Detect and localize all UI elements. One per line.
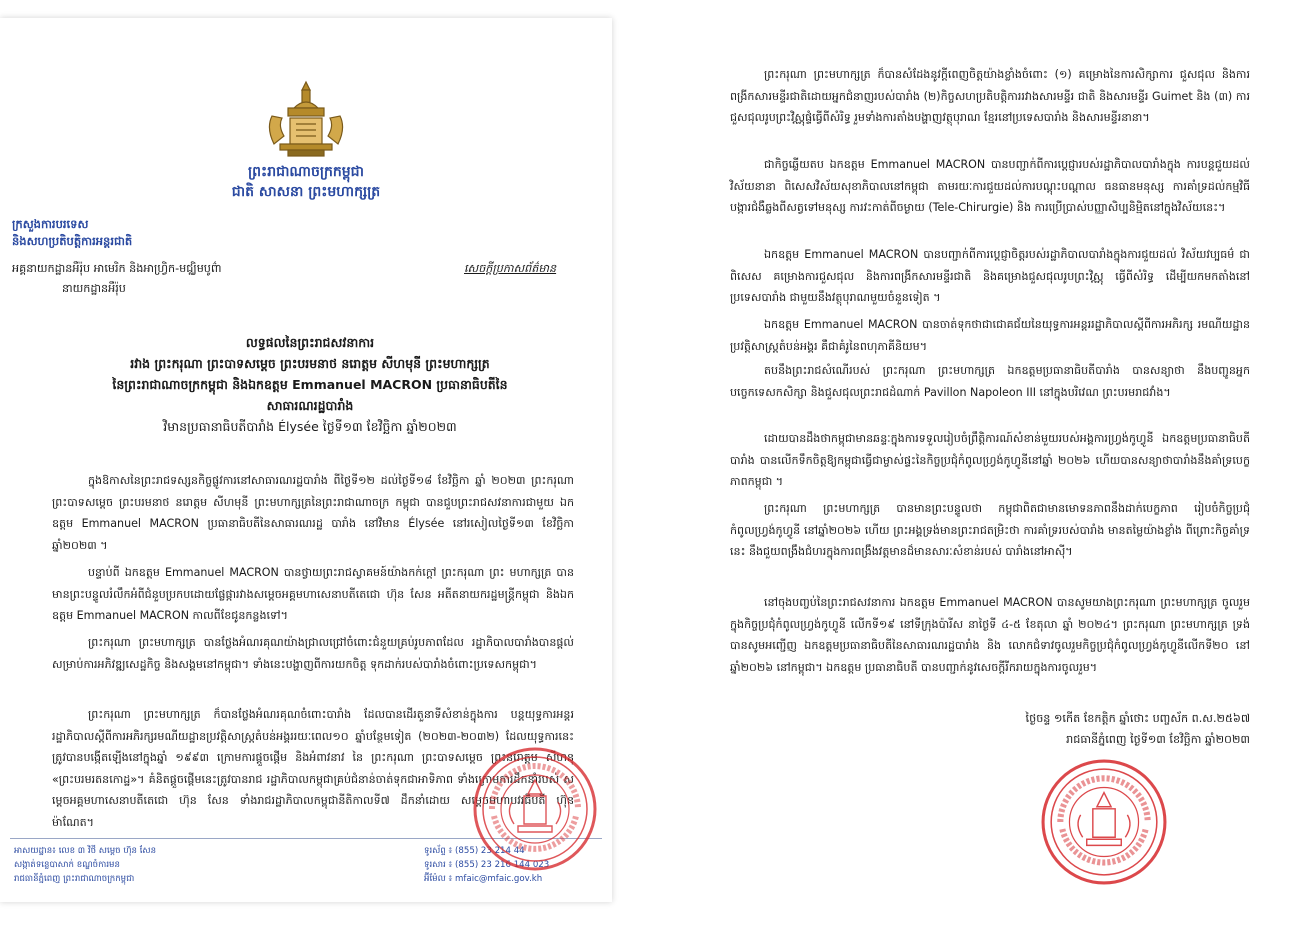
paragraph: នៅចុងបញ្ចប់នៃព្រះរាជសវនាការ ឯកឧត្តម Emmanuel MACRON បានសូមយាងព្រះករុណា ព្រះមហាក្សត្រ ចូលរួមក្នុងកិច្ចប្រជុំកំពូលហ្វ្រង់កូហ្វូនី លើកទី១៩ នៅទីក្រុងប៉ារីស នាថ្ងៃទី ៤-៥ ខែតុលា ឆ្នាំ ២០២៤។ ព្រះករុណា ព្រះមហាក្សត្រ ទ្រង់បានសូមអញ្ជើញ ឯកឧត្តមប្រធានាធិបតីនៃសាធារណរដ្ឋបារាំង និង លោកជំទាវចូលរួមកិច្ចប្រជុំកំពូលហ្វ្រង់កូហ្វូនីលើកទី២០ នៅឆ្នាំ២០២៦ នៅកម្ពុជា។ ឯកឧត្តម ប្រធានាធិបតី បានបញ្ជាក់នូវសេចក្តីរីករាយក្នុងការចូលរួម។	[730, 596, 1250, 674]
department-line2: នាយកដ្ឋានអឺរ៉ុប	[62, 282, 126, 295]
paragraph: ព្រះករុណា ព្រះមហាក្សត្រ ក៏បានសំដែងនូវក្តីពេញចិត្តយ៉ាងខ្លាំងចំពោះ (១) គម្រោងនៃការសិក្សាការ ជួសជុល និងការពង្រីកសារមន្ទីរជាតិដោយអ្នកជំនាញរបស់បារាំង (២)កិច្ចសហប្រតិបត្តិការរវាងសារមន្ទីរ ជាតិ និងសារមន្ទីរ Guimet និង (៣) ការជួសជុលរូបព្រះវិស្ណុផ្ទំធ្វើពីសំរិទ្ធ រួមទាំងការតាំងបង្ហាញវត្ថុបុរាណ ខ្មែរនៅប្រទេសបារាំង និងសារមន្ទីរនានា។	[730, 68, 1250, 125]
email-line: អ៊ីម៉ែល ៖ mfaic@mfaic.gov.kh	[424, 874, 543, 884]
fax-line: ទូរសារ ៖ (855) 23 216 144 023	[424, 860, 550, 870]
lunar-date-line: ថ្ងៃចន្ទ ១កើត ខែកត្តិក ឆ្នាំថោះ បញ្ចស័ក ព.ស.២៥៦៧	[1025, 712, 1250, 725]
paragraph: ជាកិច្ចឆ្លើយតប ឯកឧត្តម Emmanuel MACRON បានបញ្ជាក់ពីការប្តេជ្ញារបស់រដ្ឋាភិបាលបារាំងក្នុង ការបន្តជួយដល់វិស័យនានា ពិសេសវិស័យសុខាភិបាលនៅកម្ពុជា តាមរយៈការជួយដល់ការបណ្តុះបណ្តាល ធនធានមនុស្ស ការគាំទ្រដល់កម្មវិធីបង្ការជំងឺឆ្លងពីសត្វទៅមនុស្ស ការវះកាត់ពីចម្ងាយ (Tele-Chirurgie) និង ការប្រើប្រាស់បញ្ញាសិប្បនិម្មិតនៅក្នុងវិស័យនេះ។	[730, 158, 1250, 215]
department-line1: អគ្គនាយកដ្ឋានអឺរ៉ុប អាមេរិក និងអាហ្វ្រិក-មជ្ឈិមបូព៌ា	[12, 262, 222, 275]
title-line: វិមានប្រធានាធិបតីបារាំង Élysée ថ្ងៃទី១៣ ខែវិច្ឆិកា ឆ្នាំ២០២៣	[163, 419, 457, 434]
press-release-title	[50, 332, 570, 437]
paragraph: ដោយបានដឹងថាកម្ពុជាមានឆន្ទៈក្នុងការទទួលរៀបចំព្រឹត្តិការណ៍សំខាន់មួយរបស់អង្គការហ្វ្រង់កូហ្វូនី ឯកឧត្តមប្រធានាធិបតីបារាំង បានលើកទឹកចិត្តឱ្យកម្ពុជាធ្វើជាម្ចាស់ផ្ទះនៃកិច្ចប្រជុំកំពូលហ្វ្រង់កូហ្វូនីនៅឆ្នាំ ២០២៦ ហើយបានសន្យាថាបារាំងនឹងគាំទ្របេក្ខភាពកម្ពុជា ។	[730, 432, 1250, 489]
title-line: សាធារណរដ្ឋបារាំង	[266, 398, 354, 413]
paragraph: ឯកឧត្តម Emmanuel MACRON បានបញ្ជាក់ពីការប្តេជ្ញាចិត្តរបស់រដ្ឋាភិបាលបារាំងក្នុងការជួយដល់ វិស័យវប្បធម៌ ជាពិសេស គម្រោងការជួសជុល និងការពង្រីកសារមន្ទីរជាតិ និងគម្រោងជួសជុលរូបព្រះវិស្ណុ ធ្វើពីសំរិទ្ធ ដើម្បីយកមកតាំងនៅប្រទេសបារាំង ជាមួយនឹងវត្ថុបុរាណមួយចំនួនទៀត ។	[730, 248, 1250, 305]
ministry-name-line1: ក្រសួងការបរទេស	[12, 217, 89, 231]
title-line: រវាង ព្រះករុណា ព្រះបាទសម្តេច ព្រះបរមនាថ នរោត្តម សីហមុនី ព្រះមហាក្សត្រ	[130, 356, 490, 371]
ministry-name-line2: និងសហប្រតិបត្តិការអន្តរជាតិ	[12, 234, 133, 248]
ministry-seal-stamp	[472, 746, 598, 872]
ministry-seal-stamp	[1040, 758, 1168, 886]
paragraph: បន្ទាប់ពី ឯកឧត្តម Emmanuel MACRON បានថ្វាយព្រះរាជស្វាគមន៍យ៉ាងកក់ក្តៅ ព្រះករុណា ព្រះ មហាក្សត្រ បានមានព្រះបន្ទូលរំលឹកអំពីជំនួបប្រកបដោយផ្លែផ្ការវាងសម្តេចអគ្គមហាសេនាបតីតេជោ ហ៊ុន សែន អតីតនាយករដ្ឋមន្ត្រីកម្ពុជា និងឯកឧត្តម Emmanuel MACRON កាលពីខែជូនកន្លងទៅ។	[52, 566, 574, 623]
document-page-2	[700, 18, 1292, 902]
address-line: សង្កាត់ទន្លេបាសាក់ ខណ្ឌចំការមន	[14, 860, 120, 870]
address-line: អាសយដ្ឋាន៖ លេខ ៣ វិថី សម្តេច ហ៊ុន សែន	[14, 846, 157, 856]
paragraph: តបនឹងព្រះរាជសំណើរបស់ ព្រះករុណា ព្រះមហាក្សត្រ ឯកឧត្តមប្រធានាធិបតីបារាំង បានសន្យាថា នឹងបញ្ជូនអ្នកបច្ចេកទេសកសិក្សា និងជួសជុលព្រះរាជដំណាក់ Pavillon Napoleon III នៅក្នុងបរិវេណ ព្រះបរមរាជវាំង។	[730, 364, 1250, 399]
address-line: រាជធានីភ្នំពេញ ព្រះរាជាណាចក្រកម្ពុជា	[14, 874, 135, 884]
title-line: នៃព្រះរាជាណាចក្រកម្ពុជា និងឯកឧត្តម Emmanuel MACRON ប្រធានាធិបតីនៃ	[112, 377, 508, 392]
document-type: សេចក្តីប្រកាសព័ត៌មាន	[464, 262, 557, 275]
paragraph: ក្នុងឱកាសនៃព្រះរាជទស្សនកិច្ចផ្លូវការនៅសាធារណរដ្ឋបារាំង ពីថ្ងៃទី១២ ដល់ថ្ងៃទី១៨ ខែវិច្ឆិកា ឆ្នាំ ២០២៣ ព្រះករុណា ព្រះបាទសម្តេច ព្រះបរមនាថ នរោត្តម សីហមុនី ព្រះមហាក្សត្រនៃព្រះរាជាណាចក្រ កម្ពុជា បានជួបព្រះរាជសវនាការជាមួយ ឯកឧត្តម Emmanuel MACRON ប្រធានាធិបតីនៃសាធារណរដ្ឋ បារាំង នៅវិមាន Élysée នៅរសៀលថ្ងៃទី១៣ ខែវិច្ឆិកា ឆ្នាំ២០២៣ ។	[52, 474, 574, 552]
footer-address	[14, 844, 156, 886]
kingdom-name: ព្រះរាជាណាចក្រកម្ពុជា	[247, 164, 364, 180]
paragraph: ឯកឧត្តម Emmanuel MACRON បានចាត់ទុកថាជាជោគជ័យនៃយុទ្ធការអន្តររដ្ឋាភិបាលស្តីពីការអភិរក្ស រមណីយដ្ឋានប្រវត្តិសាស្ត្រតំបន់អង្គរ គឺជាគំរូនៃពហុភាគីនិយម។	[730, 318, 1250, 353]
document-page-1	[0, 18, 612, 902]
royal-crest-icon	[258, 78, 354, 160]
phone-line: ទូរស័ព្ទ ៖ (855) 23 214 44	[424, 846, 525, 856]
title-line: លទ្ធផលនៃព្រះរាជសវនាការ	[245, 335, 375, 350]
paragraph: ព្រះករុណា ព្រះមហាក្សត្រ បានមានព្រះបន្ទូលថា កម្ពុជាពិតជាមានមោទនភាពនឹងដាក់បេក្ខភាព រៀបចំកិច្ចប្រជុំកំពូលហ្វ្រង់កូហ្វូនី នៅឆ្នាំ២០២៦ ហើយ ព្រះអង្គទ្រង់មានព្រះរាជតម្រិះថា ការគាំទ្ររបស់បារាំង មានតម្លៃយ៉ាងខ្លាំង ពីព្រោះកិច្ចគាំទ្រនេះ នឹងជួយពង្រឹងជំហរក្នុងការពង្រឹងវត្តមានដ៏មានសារៈសំខាន់របស់ បារាំងនៅអាស៊ី។	[730, 502, 1250, 559]
paragraph: ព្រះករុណា ព្រះមហាក្សត្រ ក៏បានថ្លែងអំណរគុណចំពោះបារាំង ដែលបានដើរតួនាទីសំខាន់ក្នុងការ បន្តយុទ្ធការអន្តររដ្ឋាភិបាលស្តីពីការអភិរក្សរមណីយដ្ឋានប្រវត្តិសាស្ត្រតំបន់អង្គររយៈពេល១០ ឆ្នាំបន្ថែមទៀត (២០២៣-២០៣២) ដែលយុទ្ធការនេះត្រូវបានបង្កើតឡើងនៅក្នុងឆ្នាំ ១៩៩៣ ក្រោមការផ្តួចផ្តើម និងអំពាវនាវ នៃ ព្រះករុណា ព្រះបាទសម្តេច ព្រះនរោត្តម សីហនុ «ព្រះបរមរតនកោដ្ឋ»។ គំនិតផ្តួចផ្តើមនេះត្រូវបានរាជ រដ្ឋាភិបាលកម្ពុជាគ្រប់ជំនាន់ចាត់ទុកជាអាទិភាព ទាំងក្រោមការដឹកនាំរបស់ សម្តេចអគ្គមហាសេនាបតីតេជោ ហ៊ុន សែន ទាំងរាជរដ្ឋាភិបាលកម្ពុជានីតិកាលទី៧ ដឹកនាំដោយ សម្តេចមហាបវរធិបតី ហ៊ុន ម៉ាណែត។	[52, 708, 574, 829]
kingdom-motto: ជាតិ សាសនា ព្រះមហាក្សត្រ	[231, 184, 381, 200]
place-date-line: រាជធានីភ្នំពេញ ថ្ងៃទី១៣ ខែវិច្ឆិកា ឆ្នាំ២០២៣	[1066, 733, 1250, 746]
paragraph: ព្រះករុណា ព្រះមហាក្សត្រ បានថ្លែងអំណរគុណយ៉ាងជ្រាលជ្រៅចំពោះជំនួយគ្រប់រូបភាពដែល រដ្ឋាភិបាលបារាំងបានផ្តល់សម្រាប់ការអភិវឌ្ឍសេដ្ឋកិច្ច និងសង្គមនៅកម្ពុជា។ ទាំងនេះបង្ហាញពីការយកចិត្ត ទុកដាក់របស់បារាំងចំពោះប្រទេសកម្ពុជា។	[52, 636, 574, 671]
